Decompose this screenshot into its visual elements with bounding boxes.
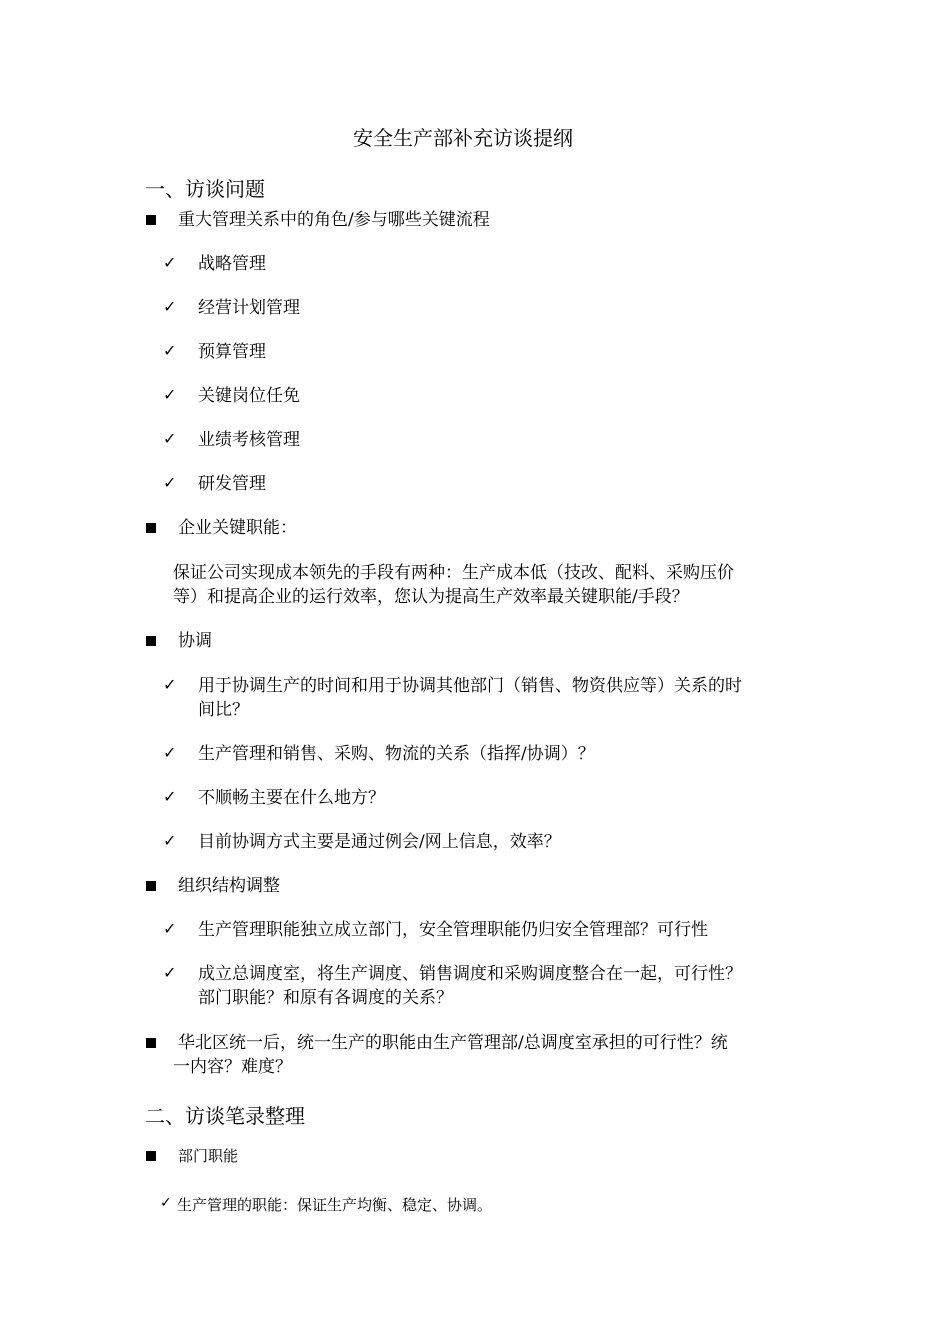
list-item: 用于协调生产的时间和用于协调其他部门（销售、物资供应等）关系的时: [198, 676, 742, 696]
bullet-text: 协调: [178, 631, 212, 651]
checkmark-icon: ✓: [163, 297, 177, 316]
checkmark-icon: ✓: [160, 1195, 172, 1211]
checkmark-icon: ✓: [163, 919, 177, 938]
checkmark-icon: ✓: [163, 429, 177, 448]
checkmark-icon: ✓: [163, 675, 177, 694]
list-item: 成立总调度室，将生产调度、销售调度和采购调度整合在一起，可行性？: [198, 964, 742, 984]
list-item: 经营计划管理: [198, 298, 300, 318]
paragraph-line: 保证公司实现成本领先的手段有两种：生产成本低（技改、配料、采购压价: [173, 563, 734, 583]
black-square-icon: [146, 1151, 156, 1161]
list-item: 生产管理的职能：保证生产均衡、稳定、协调。: [177, 1196, 493, 1214]
checkmark-icon: ✓: [163, 253, 177, 272]
list-item-continuation: 间比？: [198, 700, 249, 720]
checkmark-icon: ✓: [163, 963, 177, 982]
bullet-text: 组织结构调整: [178, 876, 280, 896]
list-item: 生产管理职能独立成立部门，安全管理职能仍归安全管理部？可行性: [198, 920, 708, 940]
list-item: 研发管理: [198, 474, 266, 494]
document-title: 安全生产部补充访谈提纲: [353, 126, 573, 150]
list-item: 业绩考核管理: [198, 430, 300, 450]
section-heading-interview-questions: 一、访谈问题: [145, 177, 265, 201]
black-square-icon: [146, 881, 156, 891]
list-item: 不顺畅主要在什么地方？: [198, 788, 385, 808]
list-item: 关键岗位任免: [198, 386, 300, 406]
checkmark-icon: ✓: [163, 831, 177, 850]
checkmark-icon: ✓: [163, 743, 177, 762]
bullet-text-continuation: 一内容？难度？: [173, 1057, 292, 1077]
list-item-continuation: 部门职能？和原有各调度的关系？: [198, 988, 453, 1008]
bullet-text: 华北区统一后，统一生产的职能由生产管理部/总调度室承担的可行性？统: [178, 1033, 728, 1053]
checkmark-icon: ✓: [163, 473, 177, 492]
list-item: 战略管理: [198, 254, 266, 274]
list-item: 目前协调方式主要是通过例会/网上信息，效率？: [198, 832, 561, 852]
black-square-icon: [146, 523, 156, 533]
paragraph-line: 等）和提高企业的运行效率，您认为提高生产效率最关键职能/手段？: [173, 587, 689, 607]
list-item: 预算管理: [198, 342, 266, 362]
black-square-icon: [146, 1038, 156, 1048]
bullet-text: 部门职能: [178, 1147, 239, 1165]
black-square-icon: [146, 215, 156, 225]
black-square-icon: [146, 636, 156, 646]
bullet-text: 企业关键职能：: [178, 518, 297, 538]
list-item: 生产管理和销售、采购、物流的关系（指挥/协调）？: [198, 744, 595, 764]
checkmark-icon: ✓: [163, 341, 177, 360]
checkmark-icon: ✓: [163, 787, 177, 806]
checkmark-icon: ✓: [163, 385, 177, 404]
section-heading-interview-notes: 二、访谈笔录整理: [145, 1104, 305, 1128]
bullet-text: 重大管理关系中的角色/参与哪些关键流程: [178, 210, 490, 230]
